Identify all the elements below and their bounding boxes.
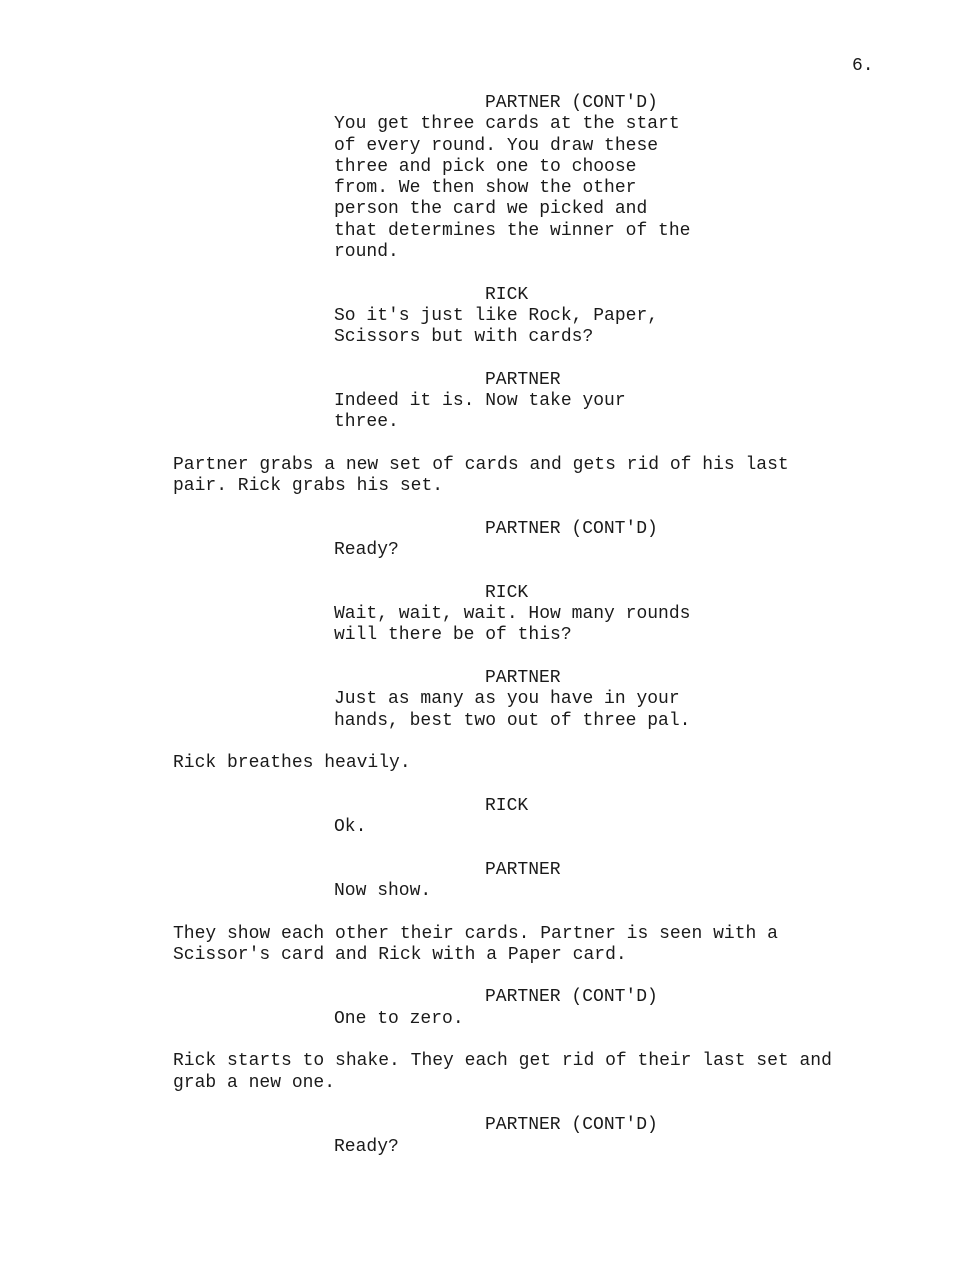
character-name: PARTNER (CONT'D)	[485, 987, 658, 1008]
page-number: 6.	[852, 56, 874, 76]
character-name: PARTNER (CONT'D)	[485, 93, 658, 113]
dialogue-line: three.	[334, 412, 399, 433]
dialogue-line: hands, best two out of three pal.	[334, 710, 691, 731]
action-line: Scissor's card and Rick with a Paper card.	[173, 944, 627, 965]
dialogue-line: of every round. You draw these	[334, 135, 659, 156]
dialogue-line: from. We then show the other	[334, 178, 637, 199]
dialogue-line: Just as many as you have in your	[334, 689, 680, 710]
dialogue-block	[0, 668, 980, 732]
action-line: Rick breathes heavily.	[173, 753, 411, 774]
action-block	[0, 1051, 980, 1094]
dialogue-line: So it's just like Rock, Paper,	[334, 305, 659, 326]
dialogue-line: Indeed it is. Now take your	[334, 391, 626, 412]
action-line: They show each other their cards. Partner is seen with a	[173, 923, 778, 944]
dialogue-line: Now show.	[334, 880, 432, 901]
dialogue-line: Ok.	[334, 817, 367, 838]
character-name: RICK	[485, 582, 529, 603]
character-name: PARTNER	[485, 859, 561, 880]
dialogue-line: will there be of this?	[334, 625, 572, 646]
dialogue-block	[0, 583, 980, 647]
dialogue-block	[0, 796, 980, 839]
character-name: PARTNER (CONT'D)	[485, 1115, 658, 1136]
action-line: Rick starts to shake. They each get rid of their last set and	[173, 1051, 832, 1072]
dialogue-line: person the card we picked and	[334, 199, 648, 220]
dialogue-block	[0, 519, 980, 562]
dialogue-block	[0, 370, 980, 434]
dialogue-block	[0, 860, 980, 903]
character-name: PARTNER	[485, 369, 561, 390]
character-name: PARTNER	[485, 668, 561, 689]
dialogue-line: One to zero.	[334, 1008, 464, 1029]
screenplay-body	[0, 93, 980, 1179]
dialogue-line: round.	[334, 242, 399, 263]
dialogue-line: You get three cards at the start	[334, 114, 680, 135]
dialogue-line: Wait, wait, wait. How many rounds	[334, 604, 691, 625]
action-block	[0, 924, 980, 967]
action-block	[0, 455, 980, 498]
character-name: RICK	[485, 795, 529, 816]
dialogue-line: three and pick one to choose	[334, 156, 637, 177]
action-block	[0, 753, 980, 774]
action-line: Partner grabs a new set of cards and gets rid of his last	[173, 455, 789, 476]
dialogue-block	[0, 285, 980, 349]
dialogue-block	[0, 1115, 980, 1158]
dialogue-line: Scissors but with cards?	[334, 327, 594, 348]
dialogue-line: Ready?	[334, 540, 399, 561]
character-name: RICK	[485, 284, 529, 305]
character-name: PARTNER (CONT'D)	[485, 518, 658, 539]
action-line: grab a new one.	[173, 1072, 336, 1093]
action-line: pair. Rick grabs his set.	[173, 476, 444, 497]
dialogue-block	[0, 987, 980, 1030]
dialogue-block	[0, 93, 980, 263]
dialogue-line: Ready?	[334, 1136, 399, 1157]
dialogue-line: that determines the winner of the	[334, 220, 691, 241]
